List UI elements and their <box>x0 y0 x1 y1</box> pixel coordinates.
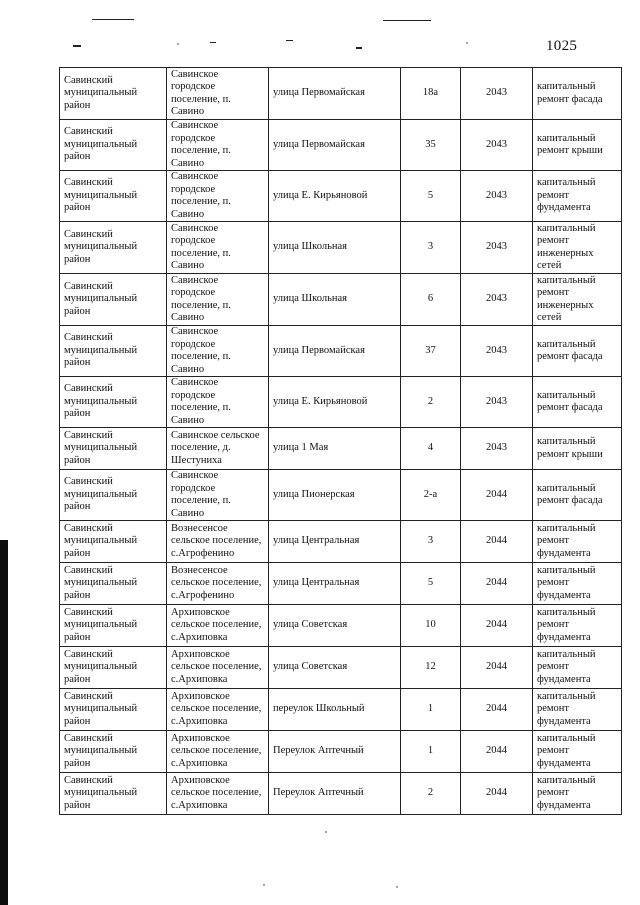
scan-mark <box>263 884 265 886</box>
work-type-cell: капитальный ремонт фундамента <box>533 731 622 773</box>
settlement-cell: Архиповское сельское поселение, с.Архиповка <box>167 689 269 731</box>
settlement-cell: Савинское городское поселение, п. Савино <box>167 171 269 222</box>
district-cell: Савинский муниципальный район <box>60 731 167 773</box>
house-number-cell: 37 <box>401 326 461 377</box>
street-cell: улица Школьная <box>269 274 401 326</box>
house-number-cell: 2 <box>401 377 461 428</box>
house-number-cell: 3 <box>401 521 461 563</box>
year-cell: 2043 <box>461 377 533 428</box>
street-cell: Переулок Аптечный <box>269 731 401 773</box>
work-type-cell: капитальный ремонт фасада <box>533 326 622 377</box>
settlement-cell: Савинское городское поселение, п. Савино <box>167 274 269 326</box>
district-cell: Савинский муниципальный район <box>60 428 167 470</box>
house-number-cell: 2-а <box>401 470 461 521</box>
work-type-cell: капитальный ремонт фасада <box>533 68 622 120</box>
scan-mark <box>177 43 179 45</box>
work-type-cell: капитальный ремонт фасада <box>533 377 622 428</box>
scan-mark <box>210 42 216 43</box>
settlement-cell: Савинское городское поселение, п. Савино <box>167 120 269 171</box>
street-cell: улица Советская <box>269 647 401 689</box>
street-cell: улица Школьная <box>269 222 401 274</box>
year-cell: 2043 <box>461 171 533 222</box>
year-cell: 2043 <box>461 68 533 120</box>
table-row <box>60 689 622 731</box>
house-number-cell: 5 <box>401 563 461 605</box>
year-cell: 2044 <box>461 470 533 521</box>
street-cell: улица Первомайская <box>269 68 401 120</box>
year-cell: 2044 <box>461 773 533 815</box>
work-type-cell: капитальный ремонт фундамента <box>533 689 622 731</box>
work-type-cell: капитальный ремонт фасада <box>533 470 622 521</box>
work-type-cell: капитальный ремонт крыши <box>533 120 622 171</box>
table-row <box>60 605 622 647</box>
table-row <box>60 120 622 171</box>
district-cell: Савинский муниципальный район <box>60 605 167 647</box>
work-type-cell: капитальный ремонт крыши <box>533 428 622 470</box>
table-row <box>60 731 622 773</box>
year-cell: 2043 <box>461 428 533 470</box>
district-cell: Савинский муниципальный район <box>60 171 167 222</box>
page-number: 1025 <box>546 38 578 54</box>
district-cell: Савинский муниципальный район <box>60 563 167 605</box>
street-cell: улица Е. Кирьяновой <box>269 171 401 222</box>
street-cell: улица Первомайская <box>269 326 401 377</box>
district-cell: Савинский муниципальный район <box>60 470 167 521</box>
district-cell: Савинский муниципальный район <box>60 68 167 120</box>
table-row <box>60 470 622 521</box>
table-row <box>60 377 622 428</box>
table-row <box>60 647 622 689</box>
street-cell: улица Центральная <box>269 521 401 563</box>
table-row <box>60 326 622 377</box>
table-row <box>60 171 622 222</box>
year-cell: 2043 <box>461 120 533 171</box>
settlement-cell: Савинское городское поселение, п. Савино <box>167 222 269 274</box>
settlement-cell: Архиповское сельское поселение, с.Архиповка <box>167 773 269 815</box>
house-number-cell: 3 <box>401 222 461 274</box>
work-type-cell: капитальный ремонт фундамента <box>533 563 622 605</box>
house-number-cell: 2 <box>401 773 461 815</box>
district-cell: Савинский муниципальный район <box>60 274 167 326</box>
table-row <box>60 222 622 274</box>
work-type-cell: капитальный ремонт фундамента <box>533 521 622 563</box>
settlement-cell: Архиповское сельское поселение, с.Архиповка <box>167 731 269 773</box>
street-cell: улица Советская <box>269 605 401 647</box>
house-number-cell: 6 <box>401 274 461 326</box>
district-cell: Савинский муниципальный район <box>60 521 167 563</box>
year-cell: 2044 <box>461 731 533 773</box>
house-number-cell: 12 <box>401 647 461 689</box>
table-row <box>60 521 622 563</box>
table-row <box>60 274 622 326</box>
year-cell: 2043 <box>461 274 533 326</box>
year-cell: 2043 <box>461 222 533 274</box>
year-cell: 2044 <box>461 689 533 731</box>
scan-mark <box>396 886 398 888</box>
year-cell: 2044 <box>461 563 533 605</box>
district-cell: Савинский муниципальный район <box>60 689 167 731</box>
district-cell: Савинский муниципальный район <box>60 120 167 171</box>
street-cell: улица 1 Мая <box>269 428 401 470</box>
settlement-cell: Савинское городское поселение, п. Савино <box>167 68 269 120</box>
house-number-cell: 10 <box>401 605 461 647</box>
settlement-cell: Савинское городское поселение, п. Савино <box>167 377 269 428</box>
house-number-cell: 1 <box>401 689 461 731</box>
street-cell: улица Е. Кирьяновой <box>269 377 401 428</box>
district-cell: Савинский муниципальный район <box>60 326 167 377</box>
street-cell: улица Первомайская <box>269 120 401 171</box>
year-cell: 2044 <box>461 605 533 647</box>
year-cell: 2044 <box>461 521 533 563</box>
settlement-cell: Архиповское сельское поселение, с.Архиповка <box>167 647 269 689</box>
street-cell: улица Центральная <box>269 563 401 605</box>
settlement-cell: Савинское городское поселение, п. Савино <box>167 326 269 377</box>
district-cell: Савинский муниципальный район <box>60 377 167 428</box>
work-type-cell: капитальный ремонт фундамента <box>533 773 622 815</box>
work-type-cell: капитальный ремонт инженерных сетей <box>533 222 622 274</box>
house-number-cell: 4 <box>401 428 461 470</box>
scan-mark <box>466 42 468 44</box>
street-cell: переулок Школьный <box>269 689 401 731</box>
settlement-cell: Савинское сельское поселение, д. Шестуниха <box>167 428 269 470</box>
table-body <box>60 68 622 815</box>
house-number-cell: 1 <box>401 731 461 773</box>
table-row <box>60 68 622 120</box>
work-type-cell: капитальный ремонт фундамента <box>533 605 622 647</box>
settlement-cell: Вознесенсое сельское поселение, с.Агрофенино <box>167 563 269 605</box>
table-row <box>60 773 622 815</box>
district-cell: Савинский муниципальный район <box>60 222 167 274</box>
scan-mark <box>286 40 293 41</box>
table-row <box>60 563 622 605</box>
house-number-cell: 5 <box>401 171 461 222</box>
district-cell: Савинский муниципальный район <box>60 647 167 689</box>
scan-mark <box>356 47 362 49</box>
repair-schedule-table <box>59 67 622 815</box>
scan-mark <box>73 45 81 47</box>
settlement-cell: Архиповское сельское поселение, с.Архиповка <box>167 605 269 647</box>
district-cell: Савинский муниципальный район <box>60 773 167 815</box>
settlement-cell: Вознесенсое сельское поселение, с.Агрофенино <box>167 521 269 563</box>
house-number-cell: 18а <box>401 68 461 120</box>
scan-mark <box>92 19 134 20</box>
work-type-cell: капитальный ремонт инженерных сетей <box>533 274 622 326</box>
year-cell: 2043 <box>461 326 533 377</box>
scan-mark <box>383 20 431 21</box>
year-cell: 2044 <box>461 647 533 689</box>
house-number-cell: 35 <box>401 120 461 171</box>
street-cell: улица Пионерская <box>269 470 401 521</box>
work-type-cell: капитальный ремонт фундамента <box>533 171 622 222</box>
work-type-cell: капитальный ремонт фундамента <box>533 647 622 689</box>
table-row <box>60 428 622 470</box>
binding-edge <box>0 540 8 905</box>
street-cell: Переулок Аптечный <box>269 773 401 815</box>
scan-mark <box>325 831 327 833</box>
settlement-cell: Савинское городское поселение, п. Савино <box>167 470 269 521</box>
